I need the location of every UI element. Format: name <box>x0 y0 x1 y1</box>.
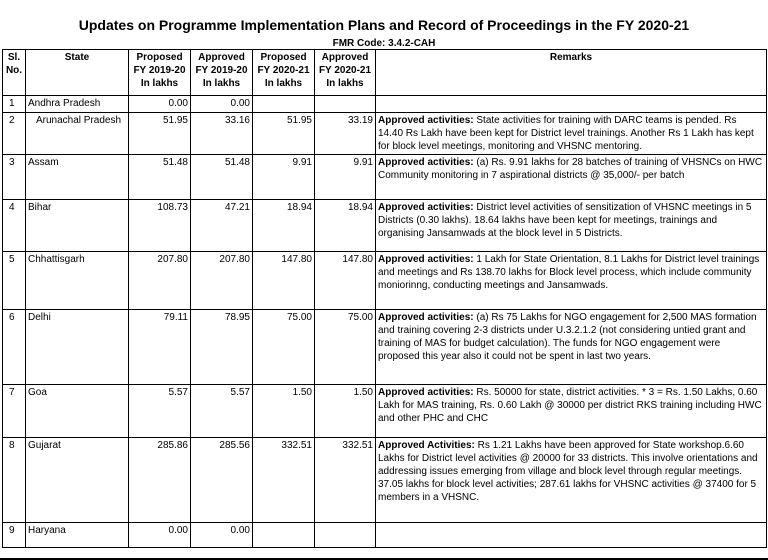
table-row <box>3 252 767 310</box>
proposed-2019-20-cell: 51.95 <box>129 113 191 155</box>
remarks-cell <box>376 200 767 252</box>
header-remarks: Remarks <box>376 50 767 96</box>
remark-text: Rs 1.21 Lakhs have been approved for State workshop.6.60 Lakhs for District level activities @ 20000 for 33 districts. This involve orientations and addressing issues emerging from village and block level through regular meetings. 37.05 lakhs for block level activities; 287.61 lakhs for VHSNC activities @ 37400 for 5 members in a VHSNC. <box>378 440 758 503</box>
approved-2020-21-cell: 147.80 <box>315 252 376 310</box>
table-row <box>3 523 767 548</box>
table-row <box>3 385 767 438</box>
table-row <box>3 155 767 200</box>
approved-2019-20-cell: 33.16 <box>191 113 253 155</box>
sl-cell: 4 <box>3 200 26 252</box>
approved-2020-21-cell <box>315 96 376 113</box>
approved-2020-21-cell: 9.91 <box>315 155 376 200</box>
remarks-cell <box>376 96 767 113</box>
remarks-cell <box>376 438 767 523</box>
header-approved-2019-20: Approved FY 2019-20 In lakhs <box>191 50 253 96</box>
approved-2020-21-cell: 18.94 <box>315 200 376 252</box>
remark-label: Approved activities: <box>378 387 474 398</box>
remark-text: District level activities of sensitization of VHSNC meetings in 5 Districts (0.30 lakhs). 18.64 lakhs have been kept for meetings, trainings and organising Jansamwads at the block level in 5 Districts. <box>378 202 752 239</box>
proposed-2019-20-cell: 5.57 <box>129 385 191 438</box>
header-approved-2020-21: Approved FY 2020-21 In lakhs <box>315 50 376 96</box>
proposed-2019-20-cell: 79.11 <box>129 310 191 385</box>
table-row <box>3 310 767 385</box>
approved-2020-21-cell: 75.00 <box>315 310 376 385</box>
proposed-2019-20-cell: 51.48 <box>129 155 191 200</box>
remark-label: Approved Activities: <box>378 440 475 451</box>
approved-2019-20-cell: 0.00 <box>191 523 253 548</box>
remark-text: (a) Rs. 9.91 lakhs for 28 batches of training of VHSNCs on HWC Community monitoring in 7 aspirational districts @ 35,000/- per batch <box>378 157 763 181</box>
sl-cell: 7 <box>3 385 26 438</box>
sl-cell: 3 <box>3 155 26 200</box>
approved-2020-21-cell <box>315 523 376 548</box>
sl-cell: 2 <box>3 113 26 155</box>
remark-label: Approved activities: <box>378 254 474 265</box>
proposed-2019-20-cell: 108.73 <box>129 200 191 252</box>
proposed-2020-21-cell: 9.91 <box>253 155 315 200</box>
proposed-2019-20-cell: 0.00 <box>129 96 191 113</box>
remark-label: Approved activities: <box>378 312 474 323</box>
approved-2020-21-cell: 33.19 <box>315 113 376 155</box>
remark-text: Rs. 50000 for state, district activities. * 3 = Rs. 1.50 Lakhs, 0.60 Lakh for MAS training, Rs. 0.60 Lakh @ 30000 per district RKS training including HWC and other PHC and CHC <box>378 387 762 424</box>
state-cell: Haryana <box>26 523 129 548</box>
remarks-cell <box>376 252 767 310</box>
sl-cell: 8 <box>3 438 26 523</box>
header-sl-no: Sl. No. <box>3 50 26 96</box>
state-cell: Assam <box>26 155 129 200</box>
remark-label: Approved activities: <box>378 115 474 126</box>
proposed-2020-21-cell: 75.00 <box>253 310 315 385</box>
remark-text: 1 Lakh for State Orientation, 8.1 Lakhs for District level trainings and meetings and Rs 138.70 lakhs for Block level process, which include community moniorinng, conducting meetings and Jansamwads. <box>378 254 760 291</box>
remarks-cell <box>376 310 767 385</box>
header-proposed-2020-21: Proposed FY 2020-21 In lakhs <box>253 50 315 96</box>
sl-cell: 6 <box>3 310 26 385</box>
table-row <box>3 113 767 155</box>
proposed-2019-20-cell: 207.80 <box>129 252 191 310</box>
document-title: Updates on Programme Implementation Plans and Record of Proceedings in the FY 2020-21 <box>78 17 690 33</box>
remarks-cell <box>376 113 767 155</box>
proposed-2019-20-cell: 285.86 <box>129 438 191 523</box>
table-row <box>3 438 767 523</box>
state-cell: Andhra Pradesh <box>26 96 129 113</box>
header-row <box>3 50 767 96</box>
approved-2019-20-cell: 47.21 <box>191 200 253 252</box>
header-proposed-2019-20: Proposed FY 2019-20 In lakhs <box>129 50 191 96</box>
remarks-cell <box>376 385 767 438</box>
remark-text: (a) Rs 75 Lakhs for NGO engagement for 2,500 MAS formation and training covering 2-3 districts under U.3.2.1.2 (not considering untied grant and training of MAS for budget calculation). The funds for NGO engagement were proposed this year also it could not be spent in last two years. <box>378 312 757 362</box>
table-row <box>3 96 767 113</box>
approved-2019-20-cell: 51.48 <box>191 155 253 200</box>
fmr-code: FMR Code: 3.4.2-CAH <box>332 38 436 49</box>
proposed-2020-21-cell: 51.95 <box>253 113 315 155</box>
state-cell: Delhi <box>26 310 129 385</box>
remark-label: Approved activities: <box>378 157 474 168</box>
proposed-2020-21-cell: 332.51 <box>253 438 315 523</box>
proposed-2020-21-cell <box>253 96 315 113</box>
proposed-2020-21-cell: 18.94 <box>253 200 315 252</box>
sl-cell: 9 <box>3 523 26 548</box>
state-cell: Arunachal Pradesh <box>26 113 129 155</box>
remarks-cell <box>376 155 767 200</box>
sl-cell: 1 <box>3 96 26 113</box>
approved-2019-20-cell: 0.00 <box>191 96 253 113</box>
proposed-2020-21-cell: 147.80 <box>253 252 315 310</box>
proposed-2020-21-cell: 1.50 <box>253 385 315 438</box>
proposed-2019-20-cell: 0.00 <box>129 523 191 548</box>
state-cell: Chhattisgarh <box>26 252 129 310</box>
remarks-cell <box>376 523 767 548</box>
table-row <box>3 200 767 252</box>
remark-text: State activities for training with DARC teams is pended. Rs 14.40 Rs Lakh have been kept for District level trainings. Another Rs 1 Lakh has kept for block level meetings, monitoring and VHSNC mentoring. <box>378 115 754 152</box>
approved-2019-20-cell: 78.95 <box>191 310 253 385</box>
approved-2019-20-cell: 207.80 <box>191 252 253 310</box>
approved-2020-21-cell: 1.50 <box>315 385 376 438</box>
sl-cell: 5 <box>3 252 26 310</box>
state-cell: Goa <box>26 385 129 438</box>
remark-label: Approved activities: <box>378 202 474 213</box>
header-state: State <box>26 50 129 96</box>
approved-2020-21-cell: 332.51 <box>315 438 376 523</box>
approved-2019-20-cell: 5.57 <box>191 385 253 438</box>
approved-2019-20-cell: 285.56 <box>191 438 253 523</box>
proposed-2020-21-cell <box>253 523 315 548</box>
state-cell: Bihar <box>26 200 129 252</box>
implementation-table <box>2 49 767 548</box>
state-cell: Gujarat <box>26 438 129 523</box>
